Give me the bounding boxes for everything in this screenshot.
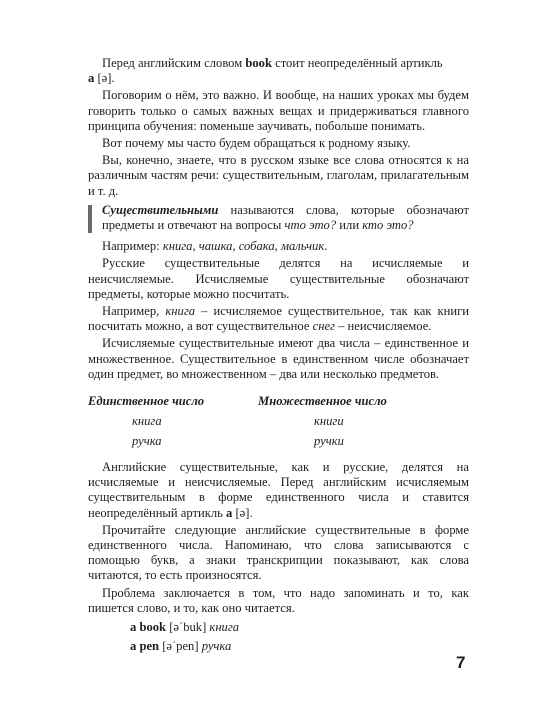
example-line: a pen [əˈpen] ручка (130, 639, 232, 654)
table-cell-plural: ручки (314, 434, 344, 449)
example-line: a book [əˈbuk] книга (130, 620, 240, 635)
table-header-plural: Множественное число (258, 394, 387, 409)
paragraph-article-intro: Перед английским словом book стоит неопределённый артикль a [ə]. (88, 56, 443, 86)
table-header-row (88, 392, 469, 412)
definition-box (88, 203, 469, 233)
number-table (88, 392, 469, 452)
page-text (88, 56, 469, 659)
paragraph-example: Например: книга, чашка, собака, мальчик. (102, 239, 328, 254)
definition-text: Существительными называются слова, которые обозначают предметы и отвечают на вопросы что это? или кто это? (102, 202, 469, 233)
table-row (88, 432, 469, 452)
paragraph-native-language: Вот почему мы часто будем обращаться к родному языку. (102, 136, 411, 151)
definition-term: Существительными (102, 202, 219, 217)
paragraph-parts-of-speech: Вы, конечно, знаете, что в русском языке все слова относятся к на различным частям речи: существительным, глаголам, прилагательным и т. д. (88, 153, 469, 198)
table-header-singular: Единственное число (88, 394, 205, 409)
article-a: a (88, 71, 95, 86)
paragraph-read-nouns: Прочитайте следующие английские существительные в форме единственного числа. Напоминаю, что слова записываются с помощью букв, а знаки транскрипции показывают, как слова читаются, то есть произносятся. (88, 522, 469, 583)
paragraph-important: Поговорим о нём, это важно. И вообще, на наших уроках мы будем говорить только о самых важных вещах и придерживаться главного принципа обучения: поменьше заучивать, побольше понимать. (88, 88, 469, 133)
table-cell-singular: книга (132, 414, 162, 429)
paragraph-countable: Русские существительные делятся на исчисляемые и неисчисляемые. Исчисляемые существительные обозначают предметы, которые можно посчитать. (88, 256, 469, 301)
table-cell-plural: книги (314, 414, 344, 429)
word-book: book (245, 56, 272, 70)
paragraph-problem: Проблема заключается в том, что надо запоминать и то, как пишется слово, и то, как оно читается. (88, 585, 469, 615)
table-row (88, 412, 469, 432)
paragraph-number: Исчисляемые существительные имеют два числа – единственное и множественное. Существительное в единственном числе обозначает один предмет, во множественном – два или несколько предметов. (88, 336, 469, 381)
paragraph-english-nouns: Английские существительные, как и русские, делятся на исчисляемые и неисчисляемые. Перед английским исчисляемым существительным в форме единственного числа и ставится неопределённый артикль a [ə]. (88, 460, 469, 520)
page-number: 7 (456, 653, 466, 672)
table-cell-singular: ручка (132, 434, 162, 449)
paragraph-countable-example: Например, книга – исчисляемое существительное, так как книги посчитать можно, а вот существительное снег – неисчисляемое. (88, 304, 470, 334)
definition-bar (88, 205, 92, 233)
